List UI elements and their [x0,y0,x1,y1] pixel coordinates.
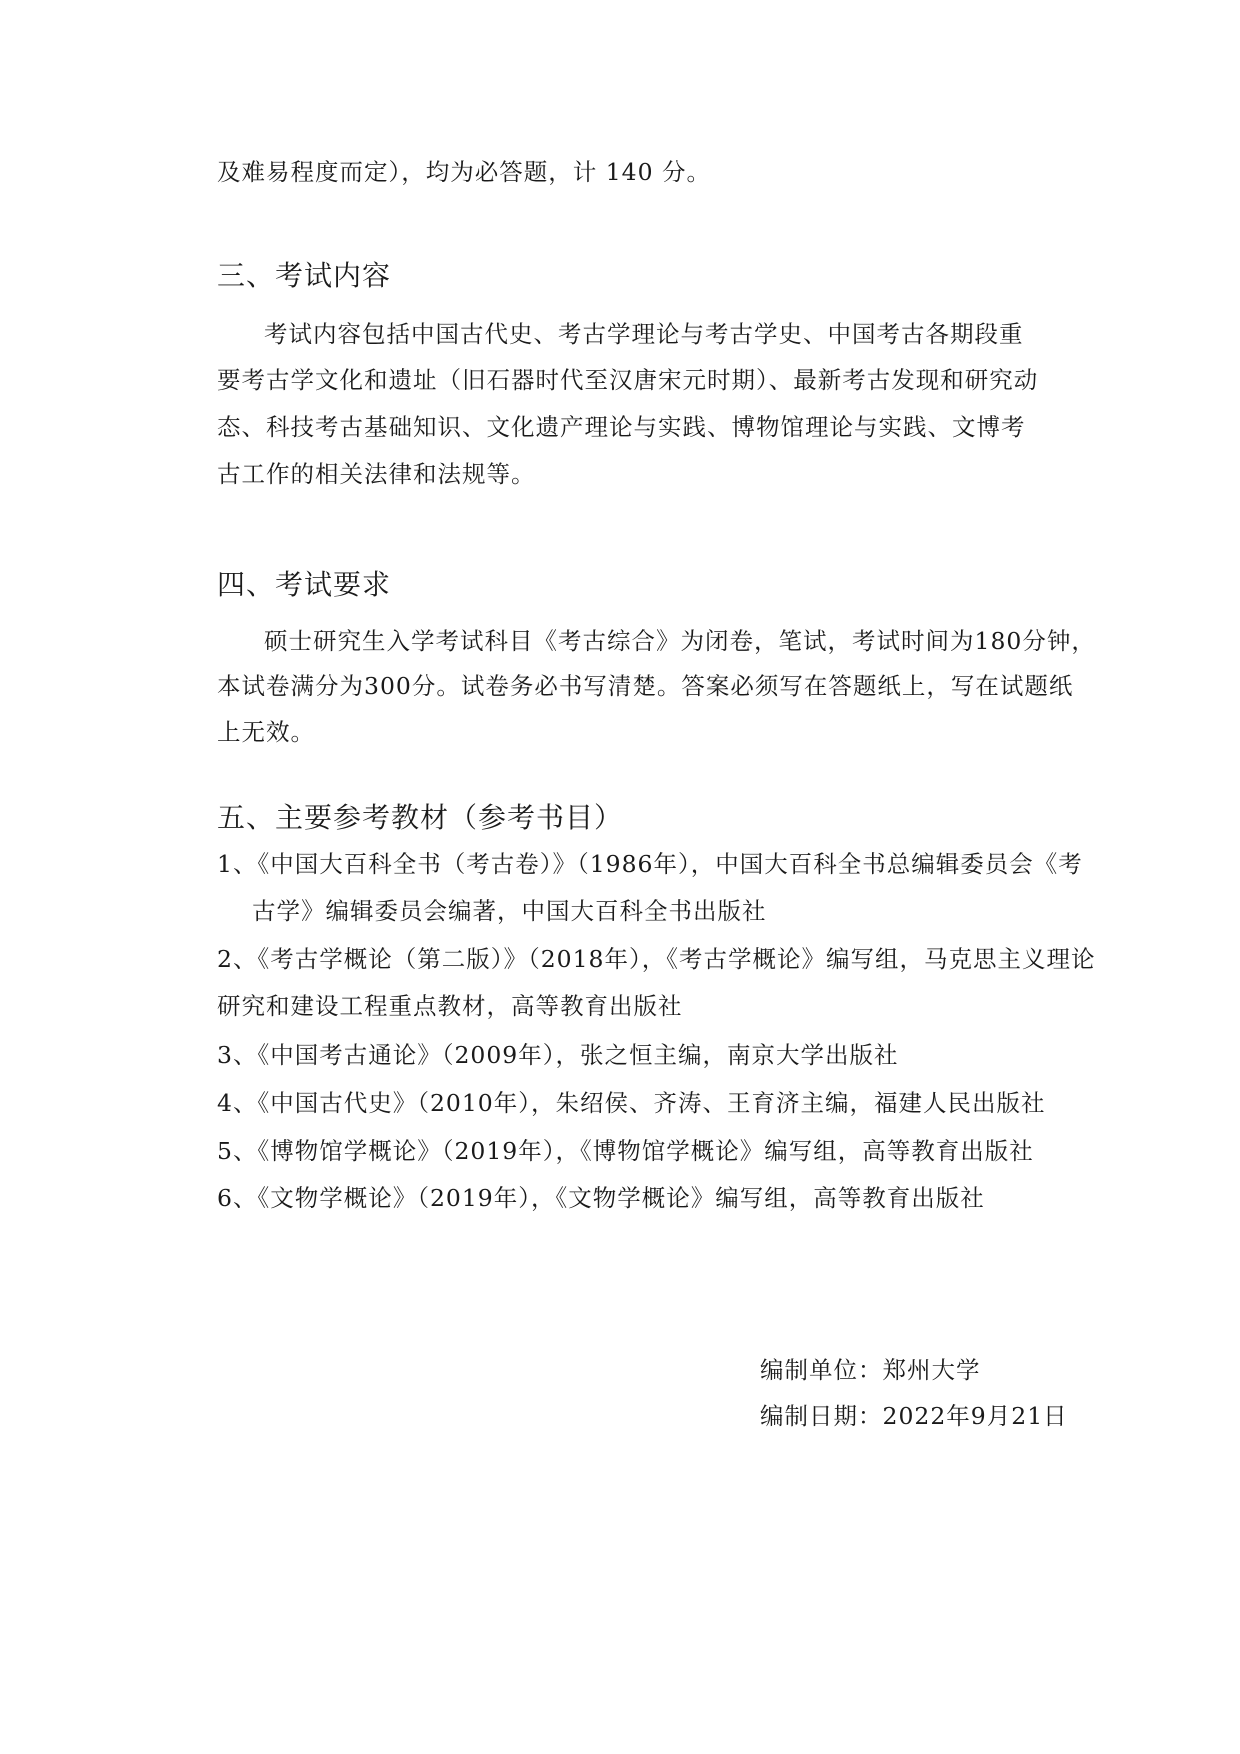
section3-line-3: 态、科技考古基础知识、文化遗产理论与实践、博物馆理论与实践、文博考 [217,413,1026,441]
section4-line-1: 硕士研究生入学考试科目《考古综合》为闭卷，笔试，考试时间为180分钟， [264,627,1096,655]
reference-5: 5、《博物馆学概论》（2019年），《博物馆学概论》编写组，高等教育出版社 [217,1137,1034,1165]
compiling-unit: 编制单位：郑州大学 [760,1356,981,1384]
section3-line-4: 古工作的相关法律和法规等。 [217,460,536,488]
reference-1: 1、《中国大百科全书（考古卷）》（1986年），中国大百科全书总编辑委员会《考 [217,850,1083,878]
reference-6: 6、《文物学概论》（2019年），《文物学概论》编写组，高等教育出版社 [217,1184,985,1212]
section3-line-2: 要考古学文化和遗址（旧石器时代至汉唐宋元时期）、最新考古发现和研究动 [217,366,1039,394]
compiling-date: 编制日期：2022年9月21日 [760,1402,1068,1430]
section5-heading: 五、主要参考教材（参考书目） [217,801,624,834]
reference-2-continued: 研究和建设工程重点教材，高等教育出版社 [217,992,683,1020]
reference-4: 4、《中国古代史》（2010年），朱绍侯、齐涛、王育济主编，福建人民出版社 [217,1089,1046,1117]
section4-line-2: 本试卷满分为300分。试卷务必书写清楚。答案必须写在答题纸上，写在试题纸 [217,672,1074,700]
section4-line-3: 上无效。 [217,718,315,746]
section3-line-1: 考试内容包括中国古代史、考古学理论与考古学史、中国考古各期段重 [264,320,1024,348]
section4-heading: 四、考试要求 [217,568,392,601]
reference-1-continued: 古学》编辑委员会编著，中国大百科全书出版社 [252,897,767,925]
reference-3: 3、《中国考古通论》（2009年），张之恒主编，南京大学出版社 [217,1041,899,1069]
section3-heading: 三、考试内容 [217,259,392,292]
section2-tail-text: 及难易程度而定），均为必答题，计 140 分。 [217,158,712,186]
reference-2: 2、《考古学概论（第二版）》（2018年），《考古学概论》编写组，马克思主义理论 [217,945,1096,973]
